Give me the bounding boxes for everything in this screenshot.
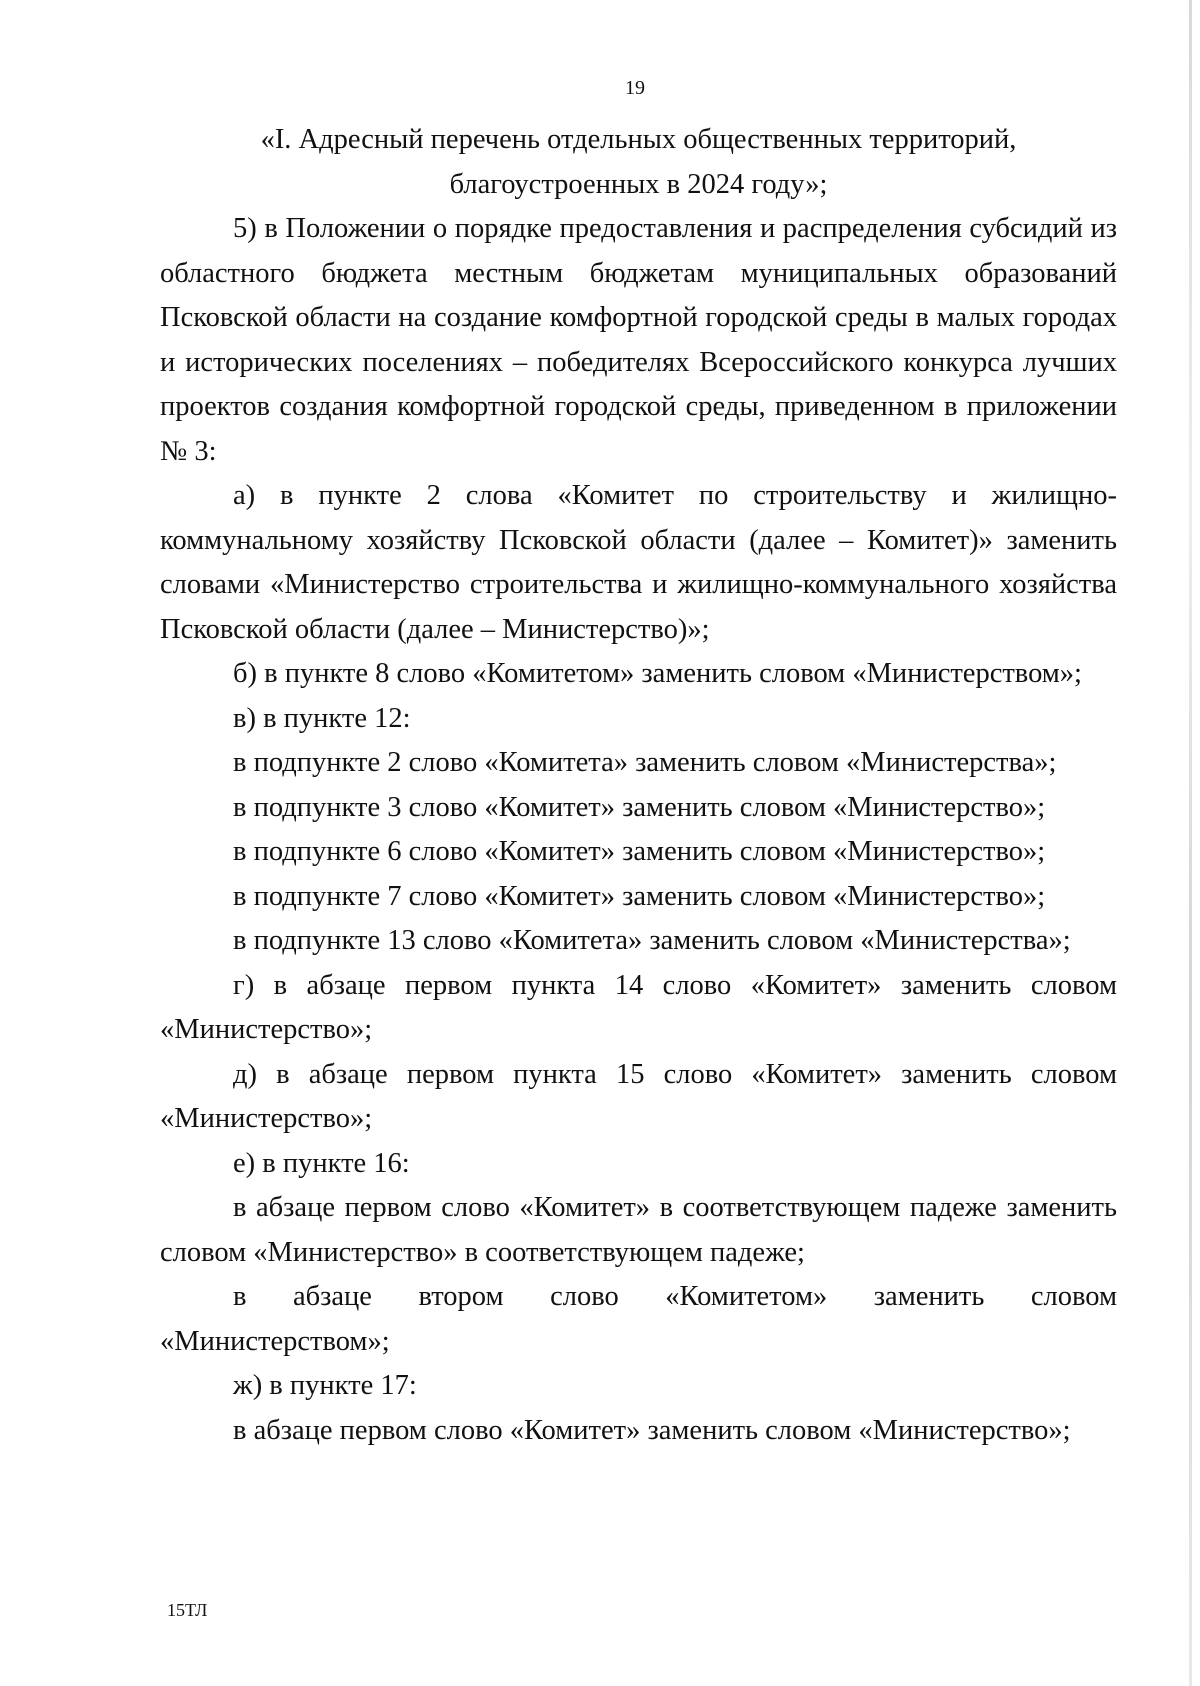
paragraph-subitem-d: д) в абзаце первом пункта 15 слово «Комитет» заменить словом «Министерство»; — [160, 1058, 1117, 1134]
scan-edge — [1189, 0, 1192, 1686]
page-number: 19 — [625, 77, 645, 99]
paragraph-subitem-v: в) в пункте 12: — [233, 702, 411, 734]
footer-document-code: 15ТЛ — [167, 1600, 208, 1620]
section-heading — [160, 118, 1117, 207]
paragraph-subpoint-2: в подпункте 2 слово «Комитета» заменить словом «Министерства»; — [233, 747, 1057, 778]
document-body — [160, 118, 1117, 1453]
paragraph-subitem-a: а) в пункте 2 слова «Комитет по строительству и жилищно-коммунальному хозяйству Псковской области (далее – Комитет)» заменить словами «Министерство строительства и жилищно-коммунального хозяйства Псковской области (далее – Министерство)»; — [160, 480, 1117, 645]
paragraph-e-second-abzac: в абзаце втором слово «Комитетом» заменить словом «Министерством»; — [160, 1281, 1117, 1357]
section-heading-line-2: благоустроенных в 2024 году»; — [449, 168, 828, 200]
paragraph-subpoint-13: в подпункте 13 слово «Комитета» заменить словом «Министерства»; — [233, 925, 1071, 956]
paragraph-subitem-b: б) в пункте 8 слово «Комитетом» заменить словом «Министерством»; — [233, 658, 1082, 689]
paragraph-item-5: 5) в Положении о порядке предоставления и распределения субсидий из областного бюджета местным бюджетам муниципальных образований Псковской области на создание комфортной городской среды в малых городах и исторических поселениях – победителях Всероссийского конкурса лучших проектов создания комфортной городской среды, приведенном в приложении № 3: — [160, 213, 1117, 467]
paragraph-subitem-e: е) в пункте 16: — [233, 1147, 410, 1179]
section-heading-line-1: «I. Адресный перечень отдельных общественных территорий, — [260, 124, 1017, 155]
paragraph-subpoint-3: в подпункте 3 слово «Комитет» заменить словом «Министерство»; — [233, 791, 1046, 823]
paragraph-subpoint-6: в подпункте 6 слово «Комитет» заменить словом «Министерство»; — [233, 836, 1046, 867]
paragraph-subitem-g: г) в абзаце первом пункта 14 слово «Комитет» заменить словом «Министерство»; — [160, 969, 1117, 1045]
paragraph-subitem-zh: ж) в пункте 17: — [233, 1370, 417, 1401]
paragraph-zh-first-abzac: в абзаце первом слово «Комитет» заменить словом «Министерство»; — [233, 1414, 1071, 1446]
paragraph-subpoint-7: в подпункте 7 слово «Комитет» заменить словом «Министерство»; — [233, 880, 1046, 912]
paragraph-e-first-abzac: в абзаце первом слово «Комитет» в соответствующем падеже заменить словом «Министерство» в соответствующем падеже; — [160, 1192, 1117, 1268]
